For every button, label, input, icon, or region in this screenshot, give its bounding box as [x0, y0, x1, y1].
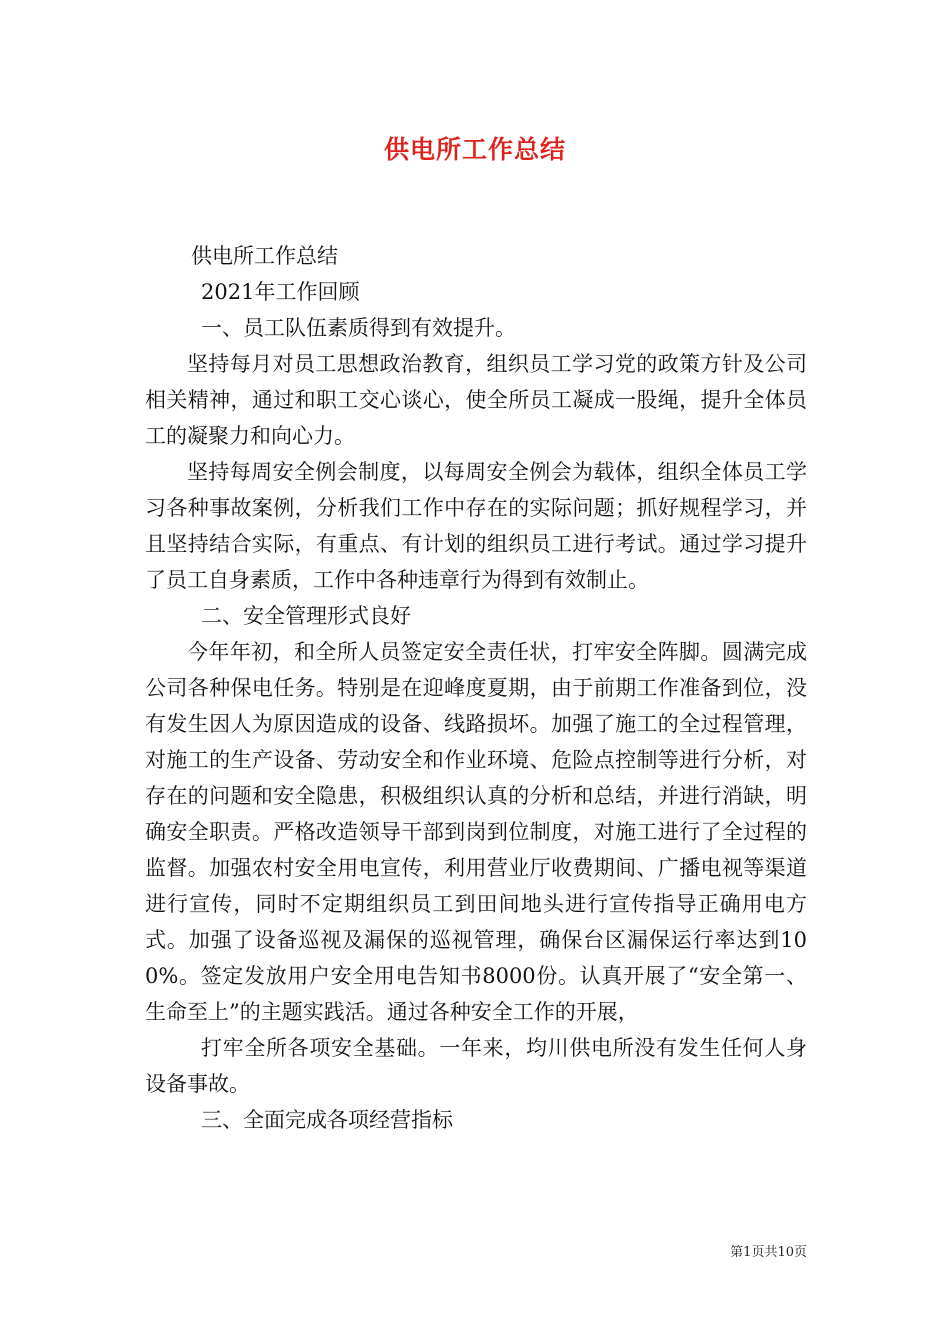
paragraph-safety-meeting: 坚持每周安全例会制度，以每周安全例会为载体，组织全体员工学习各种事故案例，分析我们工作中存在的实际问题；抓好规程学习，并且坚持结合实际，有重点、有计划的组织员工进行考试。通过学习提升了员工自身素质，工作中各种违章行为得到有效制止。: [145, 460, 807, 592]
document-body: [145, 238, 807, 1138]
paragraph-safety-management: 今年年初，和全所人员签定安全责任状，打牢安全阵脚。圆满完成公司各种保电任务。特别是在迎峰度夏期，由于前期工作准备到位，没有发生因人为原因造成的设备、线路损坏。加强了施工的全过程管理，对施工的生产设备、劳动安全和作业环境、危险点控制等进行分析，对存在的问题和安全隐患，积极组织认真的分析和总结，并进行消缺，明确安全职责。严格改造领导干部到岗到位制度，对施工进行了全过程的监督。加强农村安全用电宣传，利用营业厅收费期间、广播电视等渠道进行宣传，同时不定期组织员工到田间地头进行宣传指导正确用电方式。加强了设备巡视及漏保的巡视管理，确保台区漏保运行率达到100%。签定发放用户安全用电告知书8000份。认真开展了“安全第一、生命至上”的主题实践活。通过各种安全工作的开展，: [145, 640, 807, 1024]
section-heading-2: 二、安全管理形式良好: [201, 604, 411, 628]
page-title: 供电所工作总结: [383, 135, 566, 164]
page-number: 第1页共10页: [730, 1245, 807, 1260]
paragraph-safety-foundation: 打牢全所各项安全基础。一年来，均川供电所没有发生任何人身设备事故。: [145, 1036, 807, 1096]
section-heading-1: 一、员工队伍素质得到有效提升。: [201, 316, 516, 340]
section-heading-3: 三、全面完成各项经营指标: [201, 1108, 453, 1132]
paragraph-subtitle: 供电所工作总结: [191, 244, 338, 268]
paragraph-year-review: 2021年工作回顾: [201, 280, 360, 304]
paragraph-political-education: 坚持每月对员工思想政治教育，组织员工学习党的政策方针及公司相关精神，通过和职工交心谈心，使全所员工凝成一股绳，提升全体员工的凝聚力和向心力。: [145, 352, 807, 448]
